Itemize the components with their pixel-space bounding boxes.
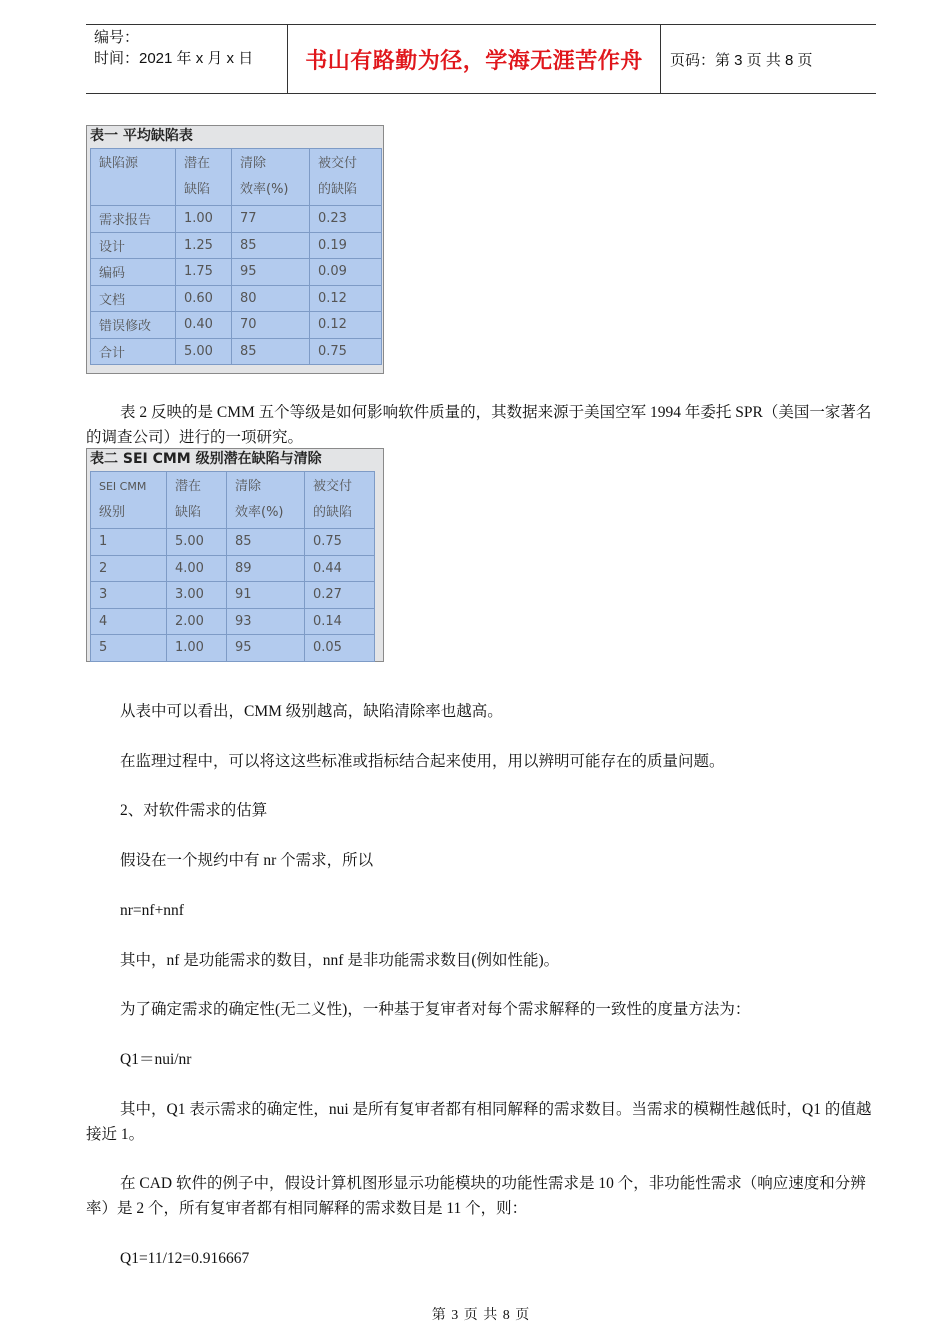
table-cell: 2.00 — [167, 608, 227, 635]
table-cell: 0.12 — [310, 285, 382, 312]
header-cell: 潜在 缺陷 — [167, 472, 227, 529]
section-heading: 2、对软件需求的估算 — [120, 802, 268, 819]
header-cell: SEI CMM 级别 — [91, 472, 167, 529]
table-cell: 0.60 — [176, 285, 232, 312]
table-cell: 95 — [227, 635, 305, 662]
table-header-row — [91, 472, 375, 529]
table-cell: 4 — [91, 608, 167, 635]
page-header — [86, 24, 876, 94]
table-row — [91, 312, 382, 339]
paragraph: 其中，nf 是功能需求的数目，nnf 是非功能需求数目(例如性能)。 — [120, 952, 560, 969]
header-meta — [94, 27, 286, 69]
header-cell: 缺陷源 — [91, 149, 176, 206]
table-cell: 0.19 — [310, 232, 382, 259]
table-cell: 合计 — [91, 338, 176, 365]
table-cell: 93 — [227, 608, 305, 635]
formula: Q1＝nui/nr — [120, 1051, 192, 1068]
table-cell: 0.40 — [176, 312, 232, 339]
table-cell: 80 — [232, 285, 310, 312]
table-cell: 1.00 — [176, 206, 232, 233]
paragraph: 表 2 反映的是 CMM 五个等级是如何影响软件质量的，其数据来源于美国空军 1994 年委托 SPR（美国一家著名的调查公司）进行的一项研究。 — [86, 404, 872, 446]
table-caption: 表二 SEI CMM 级别潜在缺陷与清除 — [90, 451, 322, 467]
table-cell: 5.00 — [167, 529, 227, 556]
header-cell: 被交付 的缺陷 — [305, 472, 375, 529]
table-row — [91, 232, 382, 259]
table-row — [91, 285, 382, 312]
table-row — [91, 259, 382, 286]
table-row — [91, 529, 375, 556]
header-cell: 清除 效率(%) — [227, 472, 305, 529]
formula: nr=nf+nnf — [120, 902, 184, 919]
page-footer: 第 3 页 共 8 页 — [431, 1308, 531, 1323]
table-cell: 77 — [232, 206, 310, 233]
table-cell: 设计 — [91, 232, 176, 259]
paragraph: 假设在一个规约中有 nr 个需求，所以 — [120, 852, 374, 869]
table-cell: 2 — [91, 555, 167, 582]
table-row — [91, 555, 375, 582]
table-cell: 85 — [232, 338, 310, 365]
header-cell: 被交付 的缺陷 — [310, 149, 382, 206]
table-cell: 0.44 — [305, 555, 375, 582]
table-cell: 70 — [232, 312, 310, 339]
table-row — [91, 635, 375, 662]
header-motto: 书山有路勤为径，学海无涯苦作舟 — [305, 48, 643, 74]
table-cell: 1.75 — [176, 259, 232, 286]
table-cell: 0.75 — [305, 529, 375, 556]
table-cell: 0.12 — [310, 312, 382, 339]
table-cell: 85 — [232, 232, 310, 259]
table-cell: 0.14 — [305, 608, 375, 635]
table-cell: 5.00 — [176, 338, 232, 365]
table-cell: 95 — [232, 259, 310, 286]
header-cell: 清除 效率(%) — [232, 149, 310, 206]
table-cell: 0.27 — [305, 582, 375, 609]
table-cell: 4.00 — [167, 555, 227, 582]
paragraph: 在监理过程中，可以将这这些标准或指标结合起来使用，用以辨明可能存在的质量问题。 — [120, 753, 725, 770]
table-row — [91, 206, 382, 233]
table-cell: 编码 — [91, 259, 176, 286]
table-cell: 3 — [91, 582, 167, 609]
table-cell: 文档 — [91, 285, 176, 312]
table-cell: 1 — [91, 529, 167, 556]
table-cell: 89 — [227, 555, 305, 582]
table-row — [91, 582, 375, 609]
header-divider — [660, 25, 661, 93]
paragraph: 从表中可以看出，CMM 级别越高，缺陷清除率也越高。 — [120, 703, 503, 720]
table-cell: 5 — [91, 635, 167, 662]
table-cell: 1.00 — [167, 635, 227, 662]
header-time: 时间：2021 年 x 月 x 日 — [94, 50, 254, 67]
table-cell: 错误修改 — [91, 312, 176, 339]
cmm-level-defect-table — [90, 471, 375, 662]
header-cell: 潜在 缺陷 — [176, 149, 232, 206]
header-number: 编号： — [94, 29, 140, 46]
table-header-row — [91, 149, 382, 206]
table-cell: 1.25 — [176, 232, 232, 259]
header-page-number: 页码：第 3 页 共 8 页 — [670, 51, 813, 69]
table-cell: 需求报告 — [91, 206, 176, 233]
table-row — [91, 338, 382, 365]
defect-table-image — [86, 125, 384, 374]
table-cell: 91 — [227, 582, 305, 609]
cmm-table-image — [86, 448, 384, 662]
table-row — [91, 608, 375, 635]
table-cell: 0.09 — [310, 259, 382, 286]
table-cell: 0.05 — [305, 635, 375, 662]
paragraph: 为了确定需求的确定性(无二义性)，一种基于复审者对每个需求解释的一致性的度量方法为： — [120, 1001, 751, 1018]
table-cell: 0.75 — [310, 338, 382, 365]
table-cell: 3.00 — [167, 582, 227, 609]
average-defect-table — [90, 148, 382, 365]
table-cell: 0.23 — [310, 206, 382, 233]
table-caption: 表一 平均缺陷表 — [90, 128, 193, 144]
formula: Q1=11/12=0.916667 — [120, 1250, 250, 1267]
paragraph: 其中，Q1 表示需求的确定性，nui 是所有复审者都有相同解释的需求数目。当需求的模糊性越低时，Q1 的值越接近 1。 — [86, 1101, 872, 1143]
paragraph: 在 CAD 软件的例子中，假设计算机图形显示功能模块的功能性需求是 10 个，非功能性需求（响应速度和分辨率）是 2 个，所有复审者都有相同解释的需求数目是 11 个，则： — [86, 1175, 866, 1217]
table-cell: 85 — [227, 529, 305, 556]
